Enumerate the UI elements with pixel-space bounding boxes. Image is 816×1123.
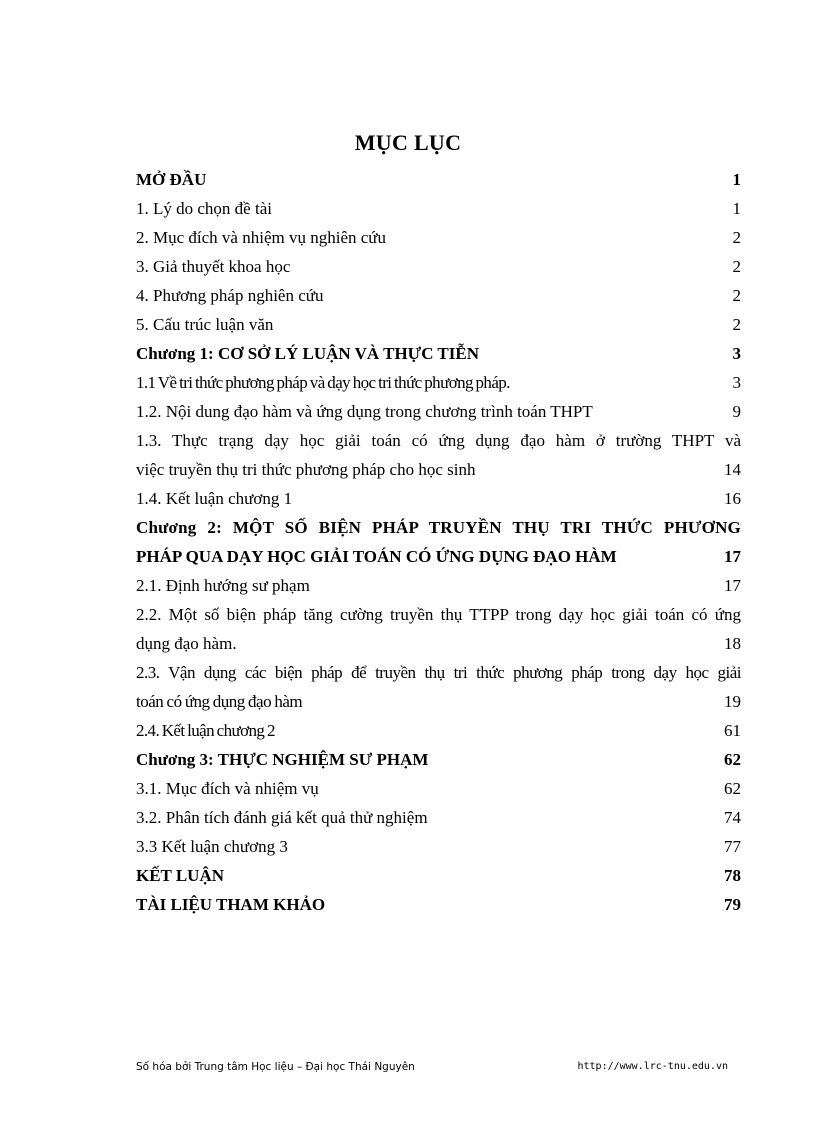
toc-entry-page: 2 — [732, 315, 741, 334]
toc-entry-page: 74 — [724, 808, 741, 827]
toc-entry-label: 3.3 Kết luận chương 3 — [136, 837, 288, 856]
toc-entry[interactable] — [136, 513, 741, 571]
toc-entry[interactable] — [136, 397, 741, 426]
toc-entry[interactable] — [136, 571, 741, 600]
toc-entry-label: TÀI LIỆU THAM KHẢO — [136, 895, 326, 914]
toc-entry-label: 2.4. Kết luận chương 2 — [136, 721, 275, 740]
toc-entry-page: 2 — [732, 286, 741, 305]
toc-entry[interactable] — [136, 890, 741, 919]
toc-entry[interactable] — [136, 832, 741, 861]
toc-entry[interactable] — [136, 252, 741, 281]
toc-entry-page: 18 — [724, 634, 741, 653]
toc-entry[interactable] — [136, 745, 741, 774]
toc-entry-label: Chương 3: THỰC NGHIỆM SƯ PHẠM — [136, 750, 429, 769]
toc-entry[interactable] — [136, 774, 741, 803]
toc-entry-label: 3.1. Mục đích và nhiệm vụ — [136, 779, 319, 798]
toc-entry-page: 2 — [732, 257, 741, 276]
toc-entry-label-continued: việc truyền thụ tri thức phương pháp cho học sinh — [136, 460, 476, 479]
toc-entry-label-continued: toán có ứng dụng đạo hàm — [136, 692, 303, 711]
footer-url-link[interactable]: http://www.lrc-tnu.edu.vn — [577, 1061, 728, 1072]
table-of-contents — [136, 165, 741, 919]
toc-entry-label-continued: dụng đạo hàm. — [136, 634, 237, 653]
toc-entry[interactable] — [136, 861, 741, 890]
toc-entry-label: 2. Mục đích và nhiệm vụ nghiên cứu — [136, 228, 386, 247]
toc-entry-label: 3. Giả thuyết khoa học — [136, 257, 291, 276]
toc-entry-label: 2.1. Định hướng sư phạm — [136, 576, 310, 595]
toc-entry-page: 3 — [732, 373, 741, 392]
toc-entry-label: 1.4. Kết luận chương 1 — [136, 489, 293, 508]
toc-entry[interactable] — [136, 803, 741, 832]
toc-entry-page: 9 — [732, 402, 741, 421]
toc-entry-label: 4. Phương pháp nghiên cứu — [136, 286, 324, 305]
toc-entry[interactable] — [136, 426, 741, 484]
toc-entry[interactable] — [136, 223, 741, 252]
toc-entry-page: 77 — [724, 837, 741, 856]
toc-entry[interactable] — [136, 339, 741, 368]
toc-entry[interactable] — [136, 281, 741, 310]
toc-entry-page: 3 — [732, 344, 741, 363]
toc-entry-label: 1.2. Nội dung đạo hàm và ứng dụng trong chương trình toán THPT — [136, 402, 593, 421]
toc-entry-page: 17 — [724, 547, 741, 566]
toc-entry-page: 62 — [724, 779, 741, 798]
toc-entry-page: 19 — [724, 692, 741, 711]
page-footer — [136, 1061, 728, 1073]
toc-entry-label: 5. Cấu trúc luận văn — [136, 315, 274, 334]
toc-entry-label: 1. Lý do chọn đề tài — [136, 199, 272, 218]
page-title: MỤC LỤC — [354, 130, 462, 155]
toc-entry-label: Chương 1: CƠ SỞ LÝ LUẬN VÀ THỰC TIỄN — [136, 344, 479, 363]
toc-entry-label: 2.2. Một số biện pháp tăng cường truyền thụ TTPP trong dạy học giải toán có ứng — [136, 605, 741, 624]
toc-entry-page: 16 — [724, 489, 741, 508]
toc-entry[interactable] — [136, 165, 741, 194]
toc-entry-label: 2.3. Vận dụng các biện pháp để truyền thụ tri thức phương pháp trong dạy học giải — [136, 663, 741, 682]
toc-entry-label: MỞ ĐẦU — [136, 170, 207, 189]
toc-entry-page: 2 — [732, 228, 741, 247]
toc-entry[interactable] — [136, 368, 741, 397]
toc-entry-label: 3.2. Phân tích đánh giá kết quả thử nghiệm — [136, 808, 428, 827]
toc-entry-page: 79 — [724, 895, 741, 914]
toc-entry[interactable] — [136, 484, 741, 513]
toc-entry[interactable] — [136, 658, 741, 716]
toc-entry-label: 1.1 Về tri thức phương pháp và dạy học tri thức phương pháp. — [136, 373, 510, 392]
toc-entry-label: KẾT LUẬN — [136, 866, 225, 885]
toc-entry-page: 62 — [724, 750, 741, 769]
toc-entry-page: 14 — [724, 460, 741, 479]
toc-entry[interactable] — [136, 716, 741, 745]
toc-entry-page: 78 — [724, 866, 741, 885]
toc-entry[interactable] — [136, 310, 741, 339]
toc-entry-label: 1.3. Thực trạng dạy học giải toán có ứng dụng đạo hàm ở trường THPT và — [136, 431, 741, 450]
toc-entry-page: 61 — [724, 721, 741, 740]
toc-entry-page: 17 — [724, 576, 741, 595]
toc-entry-label: Chương 2: MỘT SỐ BIỆN PHÁP TRUYỀN THỤ TRI THỨC PHƯƠNG — [136, 518, 741, 537]
toc-entry-page: 1 — [732, 199, 741, 218]
toc-entry-label-continued: PHÁP QUA DẠY HỌC GIẢI TOÁN CÓ ỨNG DỤNG ĐẠO HÀM — [136, 547, 617, 566]
footer-credit: Số hóa bởi Trung tâm Học liệu – Đại học Thái Nguyên — [136, 1061, 415, 1073]
toc-entry[interactable] — [136, 194, 741, 223]
toc-entry-page: 1 — [732, 170, 741, 189]
toc-entry[interactable] — [136, 600, 741, 658]
